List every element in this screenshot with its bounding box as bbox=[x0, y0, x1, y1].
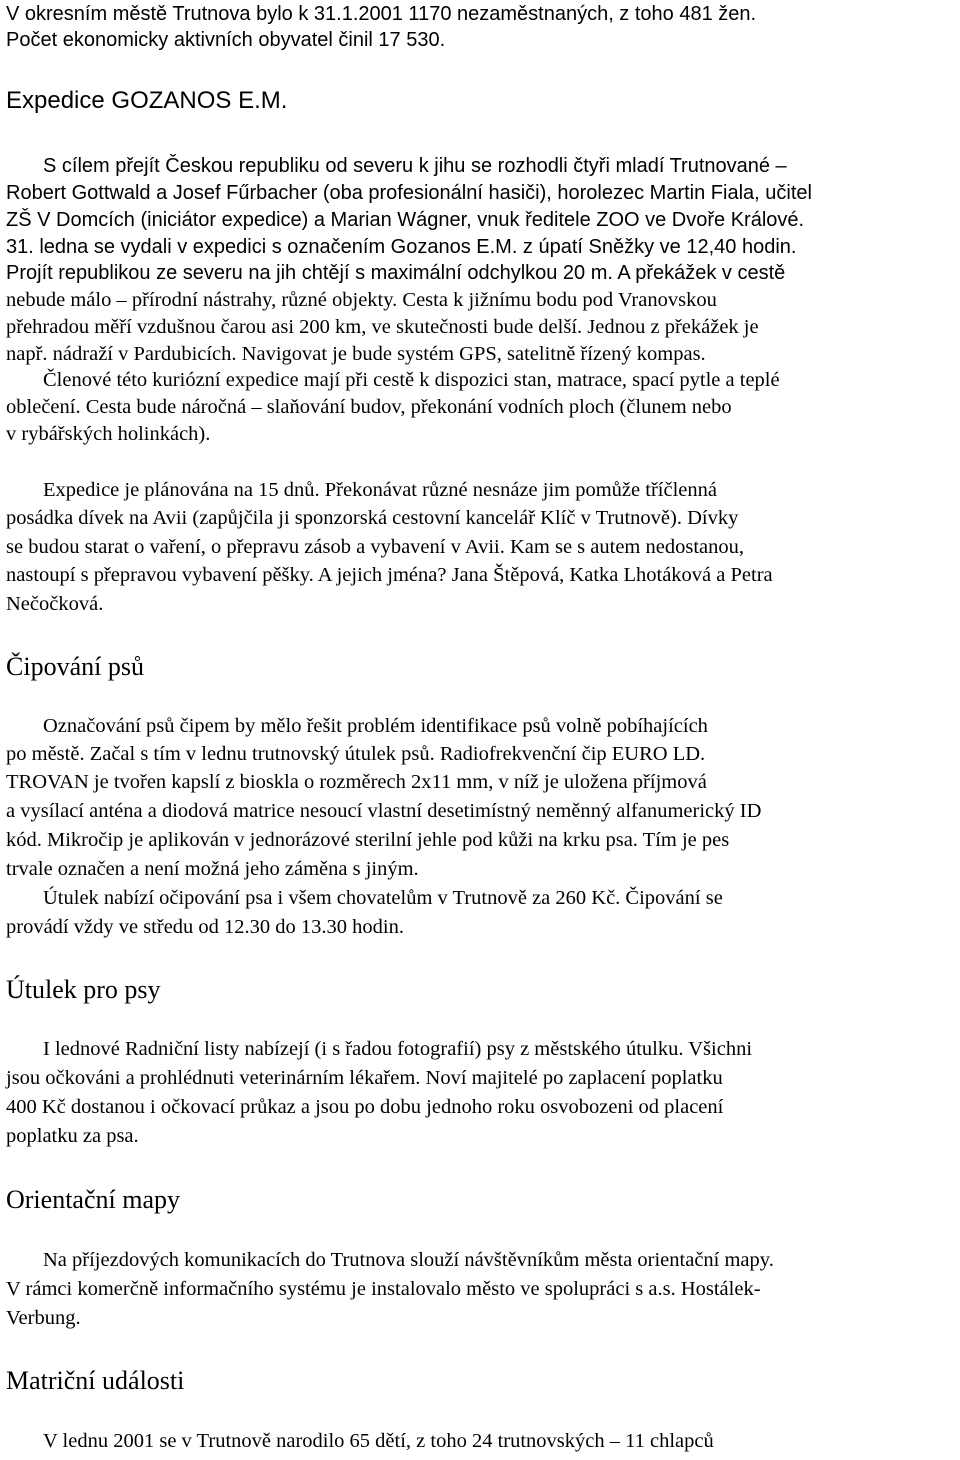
expedice-line: nastoupí s přepravou vybavení pěšky. A jejich jména? Jana Štěpová, Katka Lhotáková a Petra bbox=[6, 564, 773, 586]
cipovani-line: kód. Mikročip je aplikován v jednorázové sterilní jehle pod kůži na krku psa. Tím je pes bbox=[6, 829, 730, 851]
expedice-line: Robert Gottwald a Josef Fűrbacher (oba profesionální hasiči), horolezec Martin Fiala, učitel bbox=[6, 182, 812, 204]
expedice-line: Projít republikou ze severu na jih chtějí s maximální odchylkou 20 m. A překážek v cestě bbox=[6, 262, 786, 284]
heading-matricni: Matriční události bbox=[6, 1366, 185, 1395]
mapy-line: Na příjezdových komunikacích do Trutnova slouží návštěvníkům města orientační mapy. bbox=[43, 1249, 774, 1271]
intro-line-2: Počet ekonomicky aktivních obyvatel činil 17 530. bbox=[6, 29, 446, 51]
cipovani-line: Označování psů čipem by mělo řešit problém identifikace psů volně pobíhajících bbox=[43, 715, 708, 737]
utulek-line: poplatku za psa. bbox=[6, 1125, 139, 1147]
cipovani-line: TROVAN je tvořen kapslí z bioskla o rozměrech 2x11 mm, v níž je uložena příjmová bbox=[6, 771, 707, 793]
cipovani-line: po městě. Začal s tím v lednu trutnovský útulek psů. Radiofrekvenční čip EURO LD. bbox=[6, 743, 706, 765]
heading-expedice: Expedice GOZANOS E.M. bbox=[6, 87, 288, 114]
expedice-line: oblečení. Cesta bude náročná – slaňování budov, překonání vodních ploch (člunem nebo bbox=[6, 396, 732, 418]
cipovani-line: trvale označen a není možná jeho záměna s jiným. bbox=[6, 858, 419, 880]
heading-cipovani: Čipování psů bbox=[6, 652, 144, 681]
utulek-line: I lednové Radniční listy nabízejí (i s řadou fotografií) psy z městského útulku. Všichni bbox=[43, 1038, 753, 1060]
expedice-line: 31. ledna se vydali v expedici s označením Gozanos E.M. z úpatí Sněžky ve 12,40 hodin. bbox=[6, 236, 797, 258]
intro-line-1: V okresním městě Trutnova bylo k 31.1.2001 1170 nezaměstnaných, z toho 481 žen. bbox=[6, 3, 757, 25]
utulek-line: 400 Kč dostanou i očkovací průkaz a jsou po dobu jednoho roku osvobozeni od placení bbox=[6, 1096, 724, 1118]
expedice-line: Členové této kuriózní expedice mají při cestě k dispozici stan, matrace, spací pytle a teplé bbox=[43, 369, 780, 391]
expedice-line: přehradou měří vzdušnou čarou asi 200 km, ve skutečnosti bude delší. Jednou z překážek je bbox=[6, 316, 759, 338]
mapy-line: Verbung. bbox=[6, 1307, 81, 1329]
expedice-line: nebude málo – přírodní nástrahy, různé objekty. Cesta k jižnímu bodu pod Vranovskou bbox=[6, 289, 717, 311]
expedice-line: S cílem přejít Českou republiku od severu k jihu se rozhodli čtyři mladí Trutnované – bbox=[43, 155, 787, 177]
expedice-line: Expedice je plánována na 15 dnů. Překonávat různé nesnáze jim pomůže tříčlenná bbox=[43, 479, 717, 501]
mapy-line: V rámci komerčně informačního systému je instalovalo město ve spolupráci s a.s. Hostálek- bbox=[6, 1278, 761, 1300]
expedice-line: Nečočková. bbox=[6, 593, 104, 615]
utulek-line: jsou očkováni a prohlédnuti veterinárním lékařem. Noví majitelé po zaplacení poplatku bbox=[6, 1067, 723, 1089]
expedice-line: posádka dívek na Avii (zapůjčila ji sponzorská cestovní kancelář Klíč v Trutnově). Dívky bbox=[6, 507, 739, 529]
expedice-line: se budou starat o vaření, o přepravu zásob a vybavení v Avii. Kam se s autem nedostanou, bbox=[6, 536, 744, 558]
heading-mapy: Orientační mapy bbox=[6, 1185, 180, 1214]
expedice-line: např. nádraží v Pardubicích. Navigovat je bude systém GPS, satelitně řízený kompas. bbox=[6, 343, 706, 365]
cipovani-line: Útulek nabízí očipování psa i všem chovatelům v Trutnově za 260 Kč. Čipování se bbox=[43, 887, 723, 909]
expedice-line: v rybářských holinkách). bbox=[6, 423, 211, 445]
heading-utulek: Útulek pro psy bbox=[6, 975, 161, 1004]
expedice-line: ZŠ V Domcích (iniciátor expedice) a Marian Wágner, vnuk ředitele ZOO ve Dvoře Králové. bbox=[6, 209, 805, 231]
cipovani-line: a vysílací anténa a diodová matrice nesoucí vlastní desetimístný neměnný alfanumerický ID bbox=[6, 800, 762, 822]
matricni-line: V lednu 2001 se v Trutnově narodilo 65 dětí, z toho 24 trutnovských – 11 chlapců bbox=[43, 1430, 714, 1452]
cipovani-line: provádí vždy ve středu od 12.30 do 13.30 hodin. bbox=[6, 916, 404, 938]
